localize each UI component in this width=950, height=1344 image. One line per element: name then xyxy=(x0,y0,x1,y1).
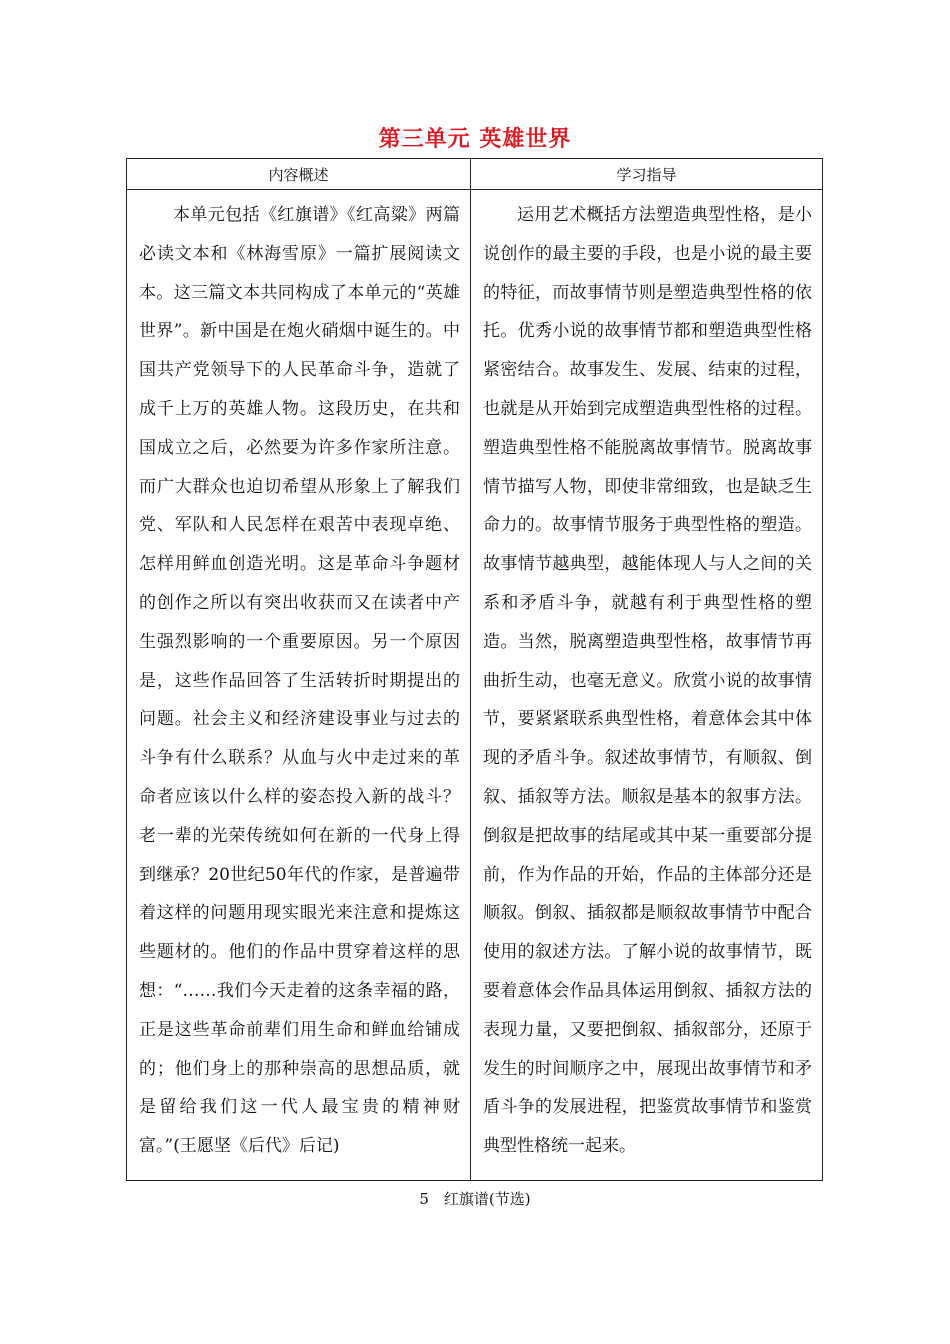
header-study-guide: 学习指导 xyxy=(471,159,823,190)
study-guide-cell xyxy=(471,190,823,1181)
table-header-row xyxy=(127,159,823,190)
unit-title: 第三单元 英雄世界 xyxy=(378,127,572,152)
lesson-heading: 5 红旗谱(节选) xyxy=(419,1190,531,1208)
header-content-overview: 内容概述 xyxy=(127,159,471,190)
content-overview-text: 本单元包括《红旗谱》《红高粱》两篇必读文本和《林海雪原》一篇扩展阅读文本。这三篇文本共同构成了本单元的“英雄世界”。新中国是在炮火硝烟中诞生的。中国共产党领导下的人民革命斗争，造就了成千上万的英雄人物。这段历史，在共和国成立之后，必然要为许多作家所注意。而广大群众也迫切希望从形象上了解我们党、军队和人民怎样在艰苦中表现卓绝、怎样用鲜血创造光明。这是革命斗争题材的创作之所以有突出收获而又在读者中产生强烈影响的一个重要原因。另一个原因是，这些作品回答了生活转折时期提出的问题。社会主义和经济建设事业与过去的斗争有什么联系？从血与火中走过来的革命者应该以什么样的姿态投入新的战斗？老一辈的光荣传统如何在新的一代身上得到继承？20世纪50年代的作家，是普遍带着这样的问题用现实眼光来注意和提炼这些题材的。他们的作品中贯穿着这样的思想：“……我们今天走着的这条幸福的路，正是这些革命前辈们用生命和鲜血给铺成的；他们身上的那种崇高的思想品质，就是留给我们这一代人最宝贵的精神财富。”(王愿坚《后代》后记) xyxy=(139,205,460,1157)
content-table xyxy=(126,158,823,1181)
table-body-row xyxy=(127,190,823,1181)
content-overview-cell xyxy=(127,190,471,1181)
study-guide-text: 运用艺术概括方法塑造典型性格，是小说创作的最主要的手段，也是小说的最主要的特征，而故事情节则是塑造典型性格的依托。优秀小说的故事情节都和塑造典型性格紧密结合。故事发生、发展、结束的过程，也就是从开始到完成塑造典型性格的过程。塑造典型性格不能脱离故事情节。脱离故事情节描写人物，即使非常细致，也是缺乏生命力的。故事情节服务于典型性格的塑造。故事情节越典型，越能体现人与人之间的关系和矛盾斗争，就越有利于典型性格的塑造。当然，脱离塑造典型性格，故事情节再曲折生动，也毫无意义。欣赏小说的故事情节，要紧紧联系典型性格，着意体会其中体现的矛盾斗争。叙述故事情节，有顺叙、倒叙、插叙等方法。顺叙是基本的叙事方法。倒叙是把故事的结尾或其中某一重要部分提前，作为作品的开始，作品的主体部分还是顺叙。倒叙、插叙都是顺叙故事情节中配合使用的叙述方法。了解小说的故事情节，既要着意体会作品具体运用倒叙、插叙方法的表现力量，又要把倒叙、插叙部分，还原于发生的时间顺序之中，展现出故事情节和矛盾斗争的发展进程，把鉴赏故事情节和鉴赏典型性格统一起来。 xyxy=(483,205,812,1157)
